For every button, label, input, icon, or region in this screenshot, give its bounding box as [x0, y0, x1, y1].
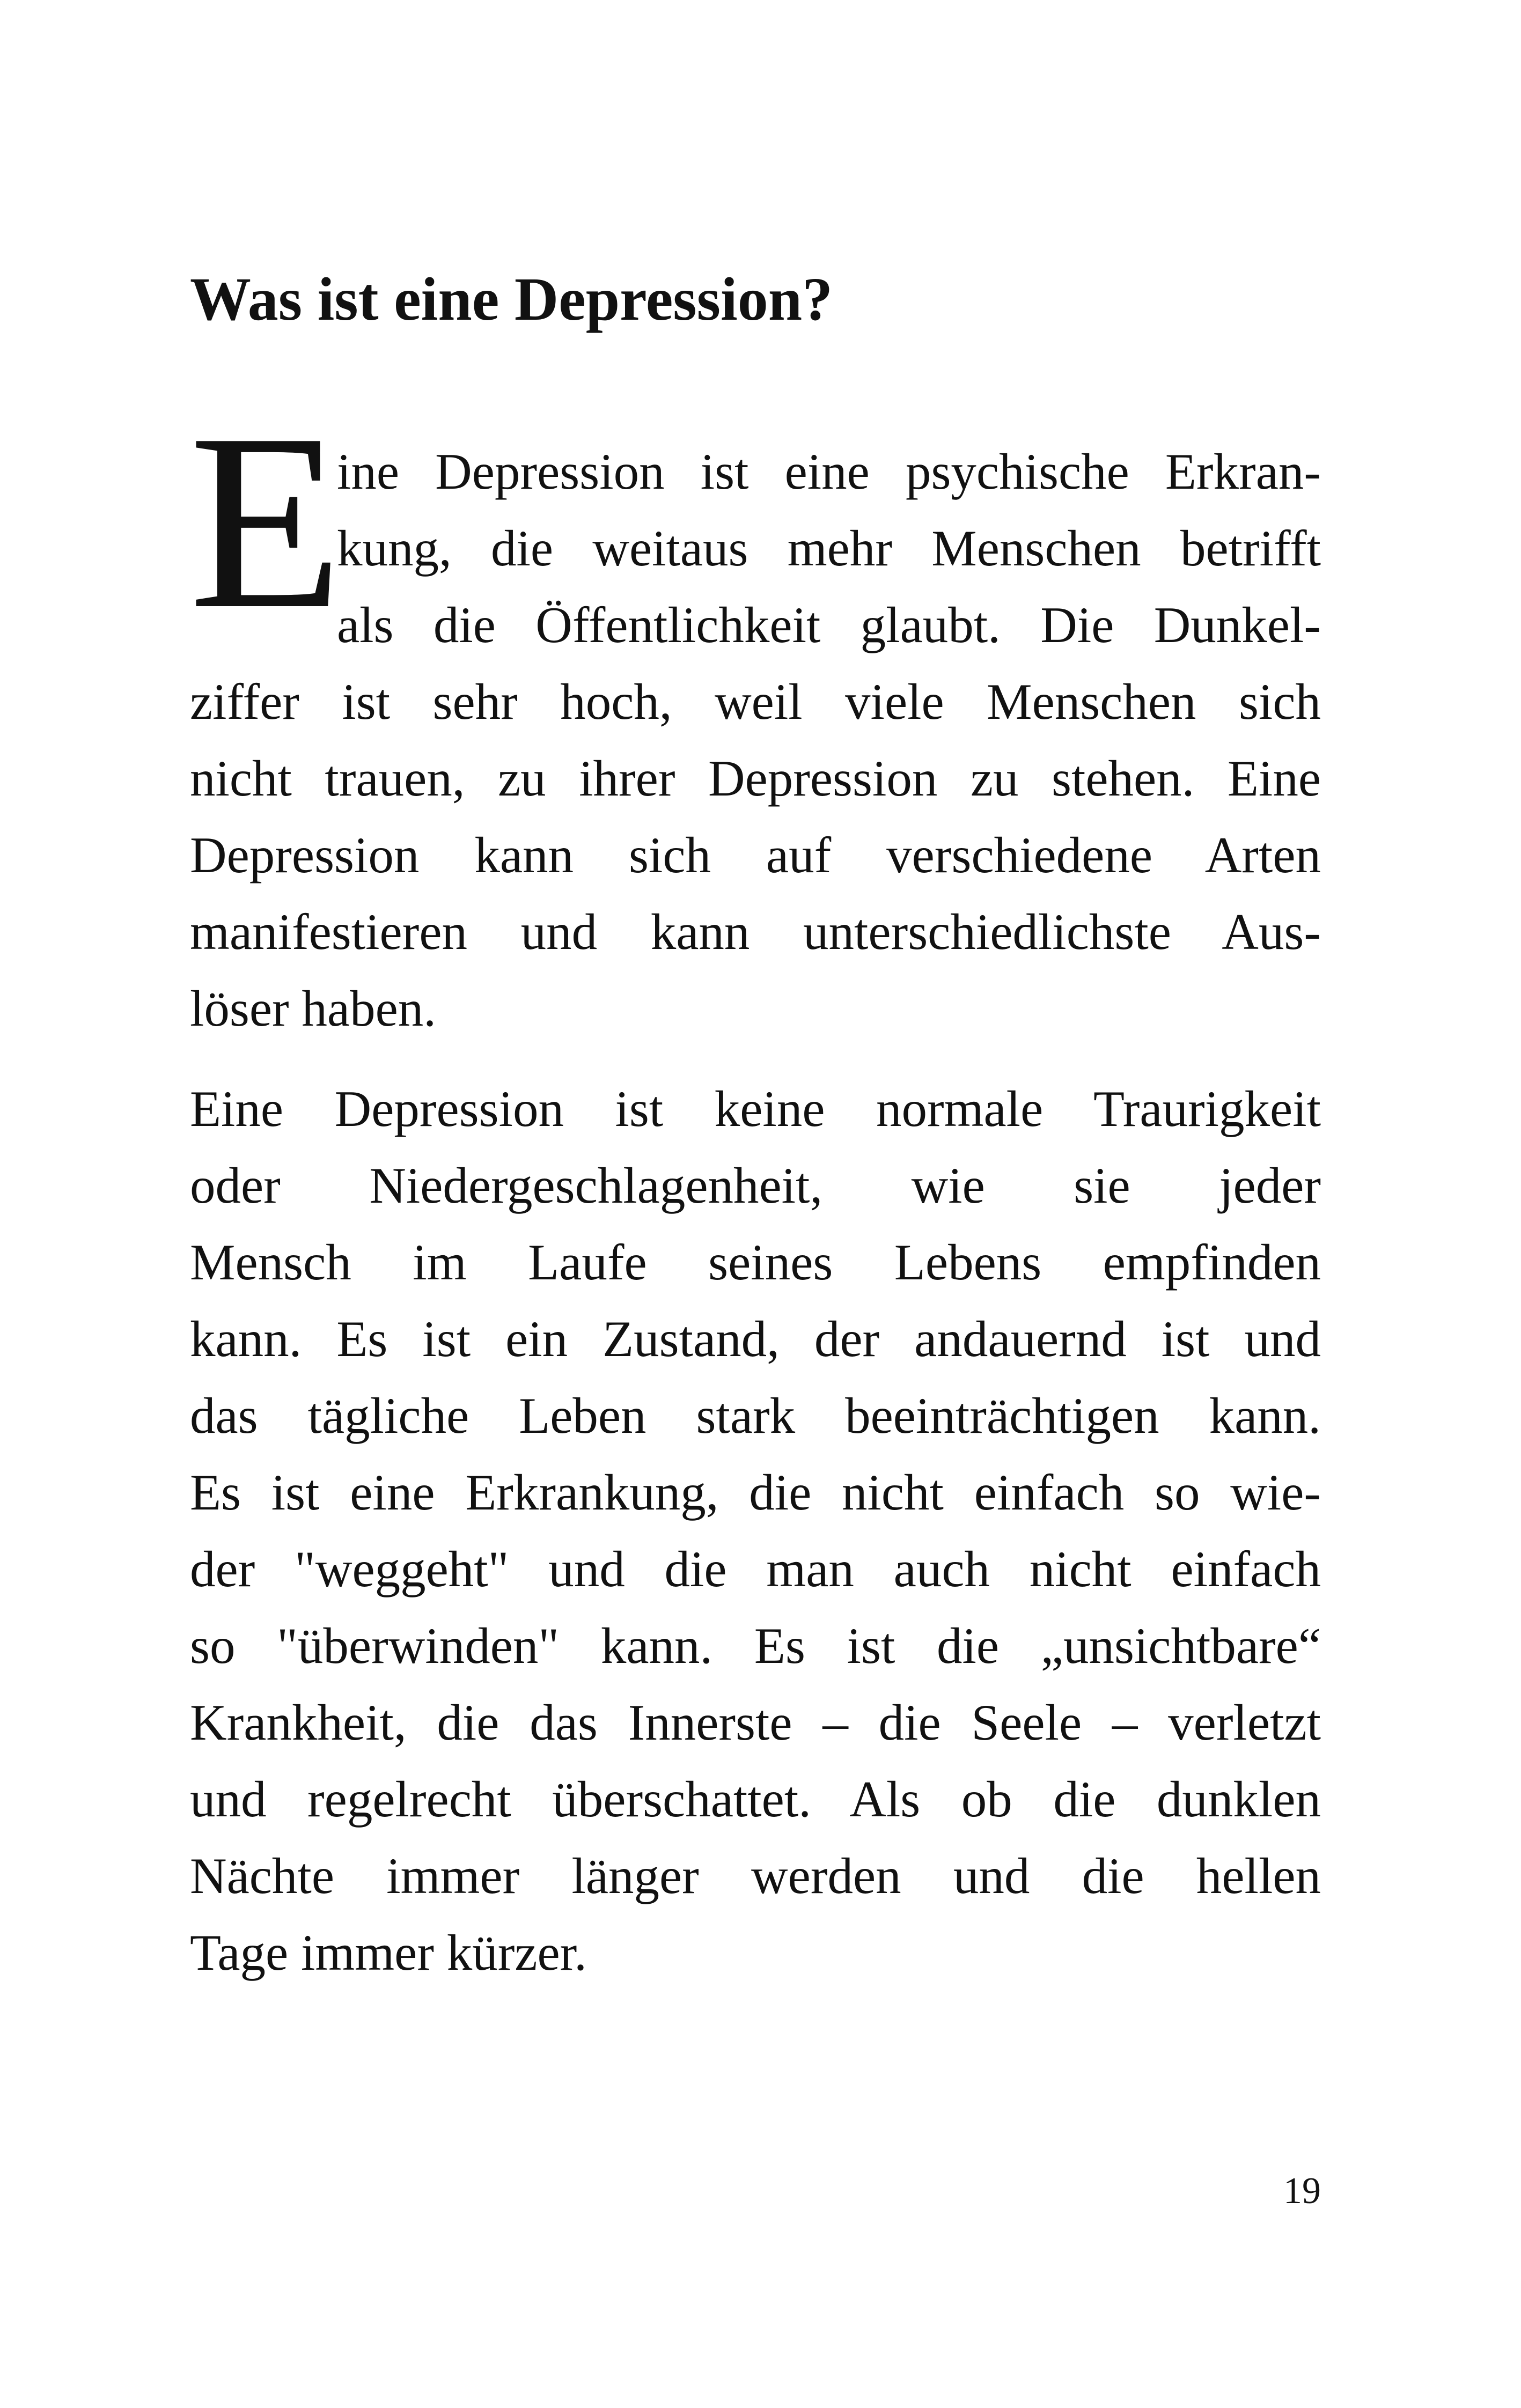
paragraph-line: Tage immer kürzer. [190, 1924, 587, 1981]
paragraph-line: manifestieren und kann unterschiedlichste Aus- [190, 903, 1321, 960]
paragraph-line: Krankheit, die das Innerste – die Seele – verletzt [190, 1694, 1321, 1751]
paragraph-line: löser haben. [190, 980, 436, 1037]
paragraph-line: ziffer ist sehr hoch, weil viele Menschen sich [190, 673, 1321, 730]
paragraph-line: nicht trauen, zu ihrer Depression zu stehen. Eine [190, 750, 1321, 807]
paragraph-line: so "überwinden" kann. Es ist die „unsichtbare“ [190, 1617, 1321, 1674]
paragraph-line: Eine Depression ist keine normale Traurigkeit [190, 1080, 1321, 1137]
paragraph-line: und regelrecht überschattet. Als ob die dunklen [190, 1771, 1321, 1828]
paragraph-line: kann. Es ist ein Zustand, der andauernd ist und [190, 1310, 1321, 1367]
paragraph-line: Depression kann sich auf verschiedene Arten [190, 827, 1321, 883]
paragraph-line: kung, die weitaus mehr Menschen betrifft [337, 520, 1321, 577]
chapter-heading: Was ist eine Depression? [190, 265, 833, 333]
paragraph-line: Nächte immer länger werden und die hellen [190, 1847, 1321, 1904]
paragraph-line: oder Niedergeschlagenheit, wie sie jeder [190, 1157, 1321, 1214]
paragraph-line: der "weggeht" und die man auch nicht einfach [190, 1541, 1321, 1597]
page-number: 19 [1283, 2170, 1321, 2212]
paragraph-line: als die Öffentlichkeit glaubt. Die Dunkel- [337, 597, 1321, 653]
paragraph-line: Es ist eine Erkrankung, die nicht einfach so wie- [190, 1464, 1321, 1521]
paragraph-line: ine Depression ist eine psychische Erkran- [337, 443, 1321, 500]
paragraph-line: Mensch im Laufe seines Lebens empfinden [190, 1234, 1321, 1291]
paragraph-line: das tägliche Leben stark beeinträchtigen kann. [190, 1387, 1321, 1444]
drop-cap: E [189, 381, 343, 661]
